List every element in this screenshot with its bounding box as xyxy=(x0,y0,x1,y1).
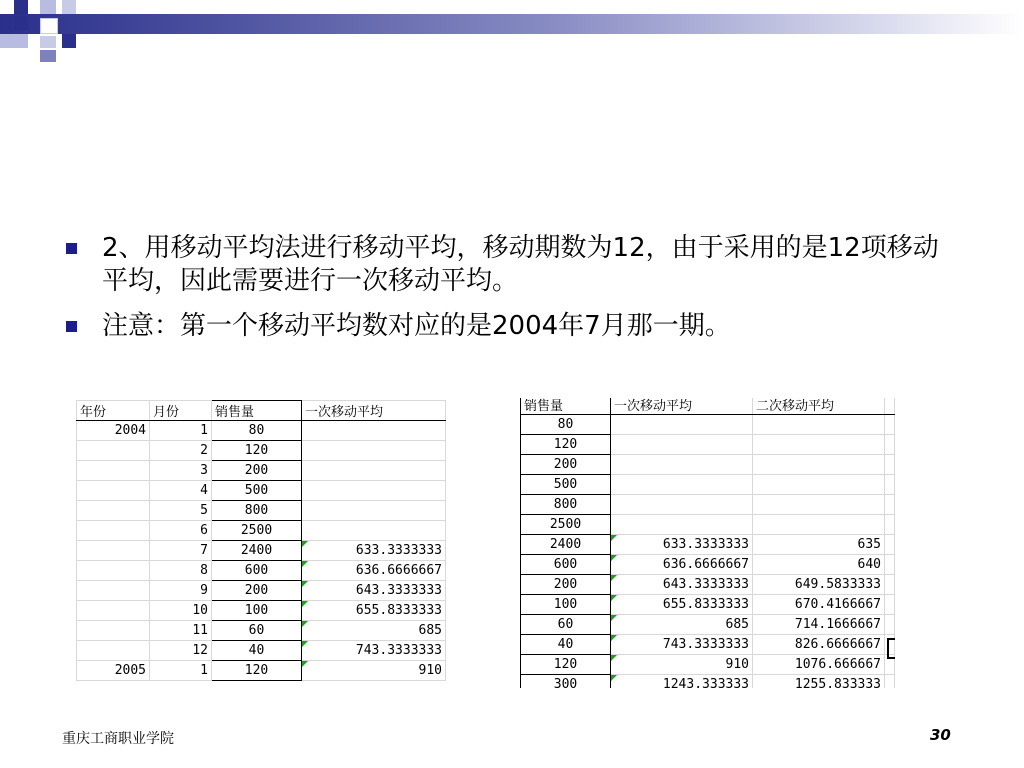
cell-year xyxy=(77,621,150,641)
cell-sales: 2500 xyxy=(212,521,302,541)
table-row xyxy=(77,621,446,641)
cell-first-moving-average xyxy=(611,515,753,535)
cell-second-moving-average: 714.1666667 xyxy=(753,615,885,635)
cell-second-moving-average xyxy=(753,475,885,495)
cell-sales: 100 xyxy=(212,601,302,621)
cell-month: 5 xyxy=(150,501,212,521)
table-row xyxy=(77,601,446,621)
cell-first-moving-average xyxy=(611,455,753,475)
cell-sales: 500 xyxy=(212,481,302,501)
cell-month: 7 xyxy=(150,541,212,561)
cell-year xyxy=(77,581,150,601)
table-row xyxy=(77,501,446,521)
bullet-text: 2、用移动平均法进行移动平均，移动期数为12，由于采用的是12项移动平均，因此需要进行一次移动平均。 xyxy=(102,233,939,296)
cell-month: 6 xyxy=(150,521,212,541)
table-row xyxy=(521,555,895,575)
cell-sales: 40 xyxy=(212,641,302,661)
cell-sales: 80 xyxy=(212,421,302,441)
deco-square-4 xyxy=(62,0,76,14)
header-first-moving-average: 一次移动平均 xyxy=(302,401,446,421)
cell-cut-off xyxy=(885,535,895,555)
cell-sales: 120 xyxy=(521,655,611,675)
cell-first-moving-average xyxy=(611,415,753,435)
header-month: 月份 xyxy=(150,401,212,421)
cell-sales: 60 xyxy=(521,615,611,635)
table-row xyxy=(77,521,446,541)
cell-cut-off xyxy=(885,555,895,575)
bullet-item xyxy=(62,310,962,343)
cell-second-moving-average xyxy=(753,415,885,435)
cell-cut-off xyxy=(885,515,895,535)
cell-moving-average: 685 xyxy=(302,621,446,641)
cell-first-moving-average: 743.3333333 xyxy=(611,635,753,655)
cell-year: 2004 xyxy=(77,421,150,441)
cell-second-moving-average xyxy=(753,435,885,455)
cell-moving-average xyxy=(302,461,446,481)
cell-month: 1 xyxy=(150,421,212,441)
cell-sales: 100 xyxy=(521,595,611,615)
cell-month: 1 xyxy=(150,661,212,681)
cell-month: 9 xyxy=(150,581,212,601)
cell-sales: 2400 xyxy=(521,535,611,555)
cell-sales: 40 xyxy=(521,635,611,655)
selection-bracket xyxy=(887,638,895,659)
cell-cut-off xyxy=(885,575,895,595)
header-sales: 销售量 xyxy=(521,398,611,415)
cell-second-moving-average: 1076.666667 xyxy=(753,655,885,675)
header-year: 年份 xyxy=(77,401,150,421)
table-row xyxy=(521,635,895,655)
cell-sales: 2500 xyxy=(521,515,611,535)
cell-sales: 120 xyxy=(521,435,611,455)
cell-sales: 200 xyxy=(521,455,611,475)
table-row xyxy=(77,481,446,501)
cell-sales: 200 xyxy=(521,575,611,595)
cell-moving-average: 743.3333333 xyxy=(302,641,446,661)
bullet-square-icon xyxy=(66,243,77,254)
cell-sales: 600 xyxy=(212,561,302,581)
cell-month: 11 xyxy=(150,621,212,641)
cell-first-moving-average: 655.8333333 xyxy=(611,595,753,615)
page-number: 30 xyxy=(930,726,951,744)
table-row xyxy=(521,475,895,495)
cell-second-moving-average: 670.4166667 xyxy=(753,595,885,615)
cell-moving-average xyxy=(302,481,446,501)
cell-first-moving-average: 643.3333333 xyxy=(611,575,753,595)
cell-sales: 300 xyxy=(521,675,611,689)
left-table-container xyxy=(76,400,448,684)
table-row xyxy=(77,581,446,601)
cell-moving-average: 655.8333333 xyxy=(302,601,446,621)
cell-cut-off xyxy=(885,495,895,515)
table-row xyxy=(521,675,895,689)
header-sales: 销售量 xyxy=(212,401,302,421)
cell-month: 4 xyxy=(150,481,212,501)
cell-second-moving-average: 1255.833333 xyxy=(753,675,885,689)
cell-sales: 800 xyxy=(212,501,302,521)
cell-moving-average xyxy=(302,441,446,461)
right-spreadsheet-table xyxy=(520,398,895,688)
cell-moving-average xyxy=(302,501,446,521)
cell-year xyxy=(77,461,150,481)
deco-square-3 xyxy=(14,16,28,30)
cell-first-moving-average xyxy=(611,495,753,515)
table-row xyxy=(521,575,895,595)
cell-sales: 600 xyxy=(521,555,611,575)
cell-sales: 2400 xyxy=(212,541,302,561)
cell-month: 2 xyxy=(150,441,212,461)
cell-second-moving-average: 640 xyxy=(753,555,885,575)
table-row xyxy=(521,655,895,675)
cell-second-moving-average: 826.6666667 xyxy=(753,635,885,655)
cell-first-moving-average: 1243.333333 xyxy=(611,675,753,689)
cell-year: 2005 xyxy=(77,661,150,681)
deco-square-9 xyxy=(40,50,56,62)
header-gradient-bar xyxy=(0,14,1024,34)
cell-sales: 200 xyxy=(212,461,302,481)
bullet-item xyxy=(62,232,962,298)
footer-institution: 重庆工商职业学院 xyxy=(62,731,174,747)
cell-moving-average: 643.3333333 xyxy=(302,581,446,601)
cell-month: 3 xyxy=(150,461,212,481)
bullet-square-icon xyxy=(66,321,77,332)
cell-sales: 200 xyxy=(212,581,302,601)
cell-year xyxy=(77,481,150,501)
bullet-text: 注意：第一个移动平均数对应的是2004年7月那一期。 xyxy=(102,311,731,341)
table-row xyxy=(521,435,895,455)
table-row xyxy=(77,561,446,581)
table-row xyxy=(77,641,446,661)
cell-cut-off xyxy=(885,675,895,689)
header-cut-off xyxy=(885,398,895,415)
table-row xyxy=(77,441,446,461)
cell-first-moving-average: 636.6666667 xyxy=(611,555,753,575)
cell-year xyxy=(77,521,150,541)
bullet-list xyxy=(62,232,962,355)
left-spreadsheet-table xyxy=(76,400,446,681)
table-row xyxy=(521,455,895,475)
right-table-container xyxy=(520,398,896,688)
table-row xyxy=(77,421,446,441)
cell-second-moving-average xyxy=(753,515,885,535)
cell-year xyxy=(77,441,150,461)
cell-second-moving-average: 649.5833333 xyxy=(753,575,885,595)
cell-first-moving-average: 910 xyxy=(611,655,753,675)
cell-sales: 500 xyxy=(521,475,611,495)
cell-sales: 120 xyxy=(212,441,302,461)
deco-square-2 xyxy=(40,0,56,14)
table-row xyxy=(521,615,895,635)
cell-year xyxy=(77,601,150,621)
table-header-row xyxy=(521,398,895,415)
cell-year xyxy=(77,541,150,561)
cell-first-moving-average: 685 xyxy=(611,615,753,635)
deco-square-5 xyxy=(40,18,58,34)
cell-first-moving-average xyxy=(611,435,753,455)
cell-moving-average xyxy=(302,521,446,541)
table-row xyxy=(77,541,446,561)
cell-cut-off xyxy=(885,455,895,475)
cell-moving-average: 910 xyxy=(302,661,446,681)
table-row xyxy=(77,461,446,481)
table-row xyxy=(521,595,895,615)
cell-second-moving-average xyxy=(753,455,885,475)
cell-year xyxy=(77,561,150,581)
table-row xyxy=(77,661,446,681)
cell-month: 8 xyxy=(150,561,212,581)
cell-cut-off xyxy=(885,615,895,635)
cell-moving-average: 636.6666667 xyxy=(302,561,446,581)
cell-second-moving-average xyxy=(753,495,885,515)
cell-sales: 120 xyxy=(212,661,302,681)
cell-cut-off xyxy=(885,435,895,455)
cell-year xyxy=(77,641,150,661)
cell-cut-off xyxy=(885,475,895,495)
header-first-moving-average: 一次移动平均 xyxy=(611,398,753,415)
cell-first-moving-average: 633.3333333 xyxy=(611,535,753,555)
cell-month: 10 xyxy=(150,601,212,621)
cell-cut-off xyxy=(885,595,895,615)
cell-sales: 80 xyxy=(521,415,611,435)
table-header-row xyxy=(77,401,446,421)
header-second-moving-average: 二次移动平均 xyxy=(753,398,885,415)
cell-cut-off xyxy=(885,415,895,435)
cell-moving-average: 633.3333333 xyxy=(302,541,446,561)
cell-year xyxy=(77,501,150,521)
deco-square-6 xyxy=(0,34,28,48)
deco-square-1 xyxy=(14,0,28,14)
table-row xyxy=(521,515,895,535)
cell-month: 12 xyxy=(150,641,212,661)
cell-moving-average xyxy=(302,421,446,441)
deco-square-8 xyxy=(62,34,76,48)
cell-sales: 800 xyxy=(521,495,611,515)
cell-sales: 60 xyxy=(212,621,302,641)
table-row xyxy=(521,415,895,435)
cell-first-moving-average xyxy=(611,475,753,495)
table-row xyxy=(521,535,895,555)
deco-square-7 xyxy=(40,36,56,48)
table-row xyxy=(521,495,895,515)
cell-second-moving-average: 635 xyxy=(753,535,885,555)
